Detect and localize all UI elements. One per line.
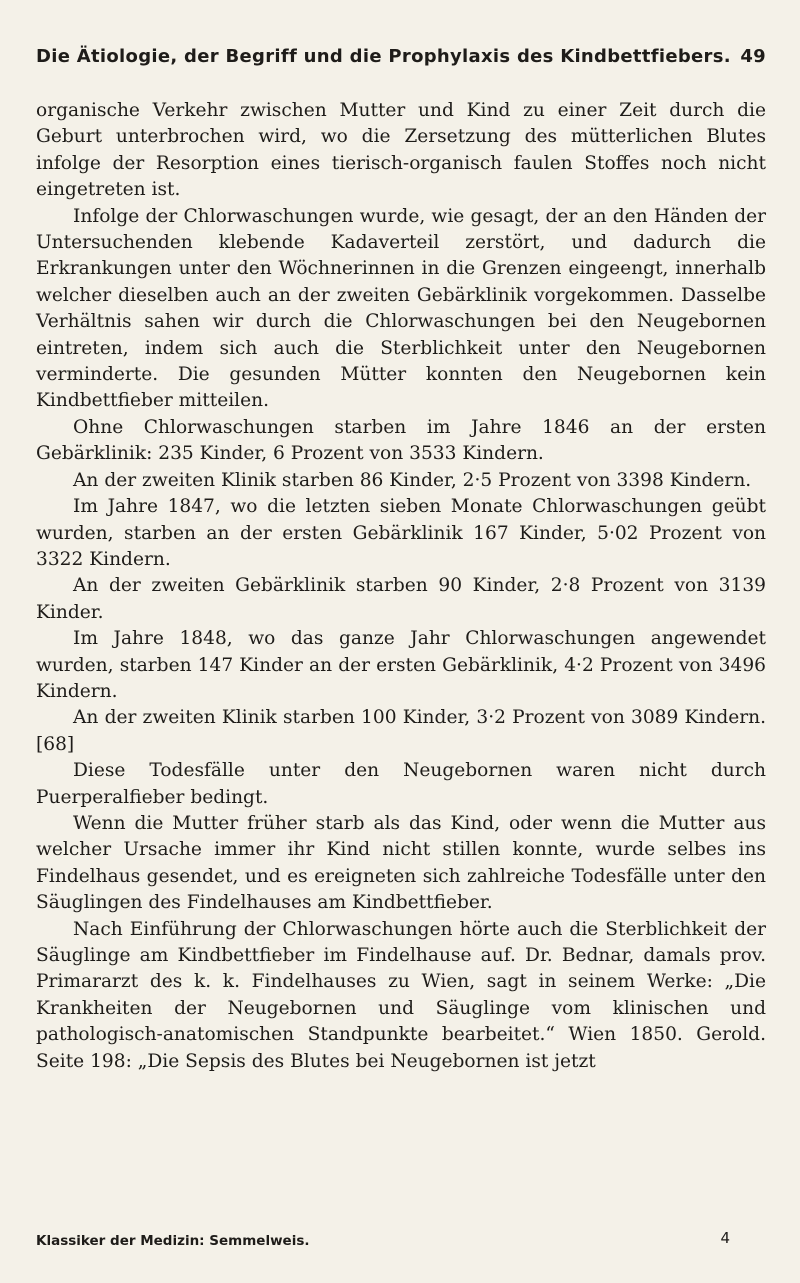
paragraph: Im Jahre 1848, wo das ganze Jahr Chlorwaschungen angewendet wurden, starben 147 Kinder an der ersten Gebärklinik, 4·2 Prozent von 3496 Kindern. <box>36 628 766 702</box>
paragraph: An der zweiten Klinik starben 100 Kinder, 3·2 Prozent von 3089 Kindern.[68] <box>36 707 766 755</box>
paragraph: Diese Todesfälle unter den Neugebornen waren nicht durch Puerperalfieber bedingt. <box>36 760 766 808</box>
paragraph: Wenn die Mutter früher starb als das Kind, oder wenn die Mutter aus welcher Ursache immer ihr Kind nicht stillen konnte, wurde selbes ins Findelhaus gesendet, und es ereigneten sich zahlreiche Todesfälle unter den Säuglingen des Findelhauses am Kindbettfieber. <box>36 812 766 914</box>
paragraph: organische Verkehr zwischen Mutter und Kind zu einer Zeit durch die Geburt unterbrochen wird, wo die Zersetzung des mütterlichen Blutes infolge der Resorption eines tierisch-organisch faulen Stoffes noch nicht eingetreten ist. <box>36 100 766 201</box>
body-text <box>36 98 766 1075</box>
paragraph: An der zweiten Gebärklinik starben 90 Kinder, 2·8 Prozent von 3139 Kinder. <box>36 575 766 623</box>
paragraph: Infolge der Chlorwaschungen wurde, wie gesagt, der an den Händen der Untersuchenden klebende Kadaverteil zerstört, und dadurch die Erkrankungen unter den Wöchnerinnen in die Grenzen eingeengt, innerhalb welcher dieselben auch an der zweiten Gebärklinik vorgekommen. Dasselbe Verhältnis sahen wir durch die Chlorwaschungen bei den Neugebornen eintreten, indem sich auch die Sterblichkeit unter den Neugebornen verminderte. Die gesunden Mütter konnten den Neugebornen kein Kindbettfieber mitteilen. <box>36 205 766 412</box>
signature-mark: 4 <box>720 1229 730 1247</box>
paragraph: Nach Einführung der Chlorwaschungen hörte auch die Sterblichkeit der Säuglinge am Kindbettfieber im Findelhause auf. Dr. Bednar, damals prov. Primararzt des k. k. Findelhauses zu Wien, sagt in seinem Werke: „Die Krankheiten der Neugebornen und Säuglinge vom klinischen und pathologisch-anatomischen Standpunkte bearbeitet.“ Wien 1850. Gerold. Seite 198: „Die Sepsis des Blutes bei Neugebornen ist jetzt <box>36 918 766 1072</box>
paragraph: Im Jahre 1847, wo die letzten sieben Monate Chlorwaschungen geübt wurden, starben an der ersten Gebärklinik 167 Kinder, 5·02 Prozent von 3322 Kindern. <box>36 496 766 570</box>
series-line: Klassiker der Medizin: Semmelweis. <box>36 1233 310 1249</box>
running-header <box>36 46 766 67</box>
paragraph: Ohne Chlorwaschungen starben im Jahre 1846 an der ersten Gebärklinik: 235 Kinder, 6 Prozent von 3533 Kindern. <box>36 416 766 465</box>
paragraph: An der zweiten Klinik starben 86 Kinder, 2·5 Prozent von 3398 Kindern. <box>73 469 752 491</box>
running-title: Die Ätiologie, der Begriff und die Prophylaxis des Kindbettfiebers. <box>36 46 731 67</box>
page-footer <box>36 1229 766 1249</box>
page-number: 49 <box>740 46 766 67</box>
